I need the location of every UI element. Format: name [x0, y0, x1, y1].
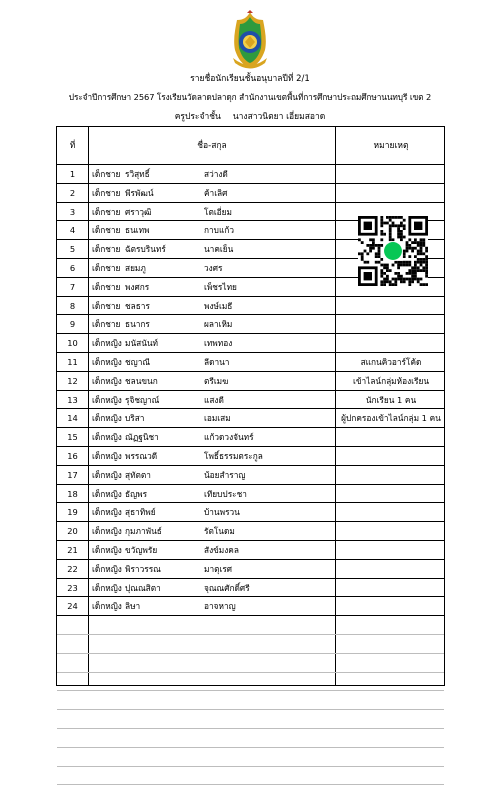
- row-number: 4: [69, 225, 76, 236]
- row-number: 3: [69, 206, 76, 217]
- student-title: เด็กชาย: [92, 300, 121, 311]
- student-last-name: รัตโนดม: [204, 526, 235, 537]
- row-number: 22: [67, 563, 78, 574]
- student-last-name: จุณณศักดิ์ศรี: [204, 582, 250, 593]
- student-last-name: โตเอี่ยม: [204, 206, 232, 217]
- row-number: 24: [67, 601, 78, 612]
- table-row: [57, 522, 444, 541]
- school-emblem-icon: [227, 10, 273, 70]
- student-title: เด็กหญิง: [92, 507, 122, 518]
- row-number: 1: [69, 169, 76, 179]
- row-note: [336, 485, 446, 503]
- row-number: 20: [67, 526, 78, 537]
- table-row: [57, 466, 444, 485]
- row-number: 7: [69, 281, 76, 292]
- row-note: [336, 579, 446, 597]
- student-first-name: ธนากร: [125, 319, 150, 330]
- student-last-name: เอมเสม: [204, 413, 231, 424]
- student-title: เด็กหญิง: [92, 357, 122, 367]
- student-last-name: แสงดี: [204, 394, 224, 405]
- student-last-name: วงศร: [204, 263, 223, 273]
- student-title: เด็กหญิง: [92, 545, 122, 555]
- blank-row: [57, 767, 444, 786]
- row-number: 9: [69, 319, 76, 330]
- student-last-name: เพ็ชรไทย: [204, 281, 237, 292]
- student-last-name: มาตุเรศ: [204, 563, 233, 574]
- student-title: เด็กชาย: [92, 319, 121, 330]
- table-row: [57, 353, 444, 372]
- student-last-name: พงษ์เมธี: [204, 300, 233, 311]
- student-title: เด็กชาย: [92, 281, 121, 292]
- student-last-name: นาคเย็น: [204, 244, 234, 255]
- student-title: เด็กชาย: [92, 206, 121, 217]
- student-last-name: ลีดานา: [204, 357, 230, 367]
- table-row: [57, 447, 444, 466]
- row-note: [336, 447, 446, 465]
- student-first-name: ธัญพร: [125, 488, 148, 499]
- student-first-name: บริสา: [125, 413, 145, 424]
- student-last-name: แก้วดวงจันทร์: [204, 432, 254, 443]
- table-row: [57, 560, 444, 579]
- teacher-line: [0, 109, 500, 123]
- row-number: 6: [69, 263, 76, 273]
- blank-row: [57, 748, 444, 767]
- row-number: 16: [67, 451, 78, 461]
- row-number: 21: [67, 545, 78, 555]
- student-first-name: ลิษา: [125, 601, 141, 612]
- row-number: 15: [67, 432, 78, 443]
- row-note: [336, 522, 446, 540]
- row-note: [336, 165, 446, 183]
- student-first-name: พีรพัฒน์: [125, 187, 154, 198]
- table-row: [57, 297, 444, 316]
- student-last-name: ตรีเมฆ: [204, 375, 229, 386]
- row-note: [336, 597, 446, 615]
- student-first-name: ชลธาร: [125, 300, 150, 311]
- student-first-name: มนัสนันท์: [125, 338, 159, 349]
- blank-row: [57, 729, 444, 748]
- teacher-label: ครูประจำชั้น: [174, 112, 221, 122]
- student-first-name: ธนเทพ: [125, 225, 150, 236]
- student-last-name: อาจหาญ: [204, 601, 236, 612]
- student-last-name: บ้านพรวน: [204, 507, 240, 518]
- blank-row: [57, 616, 444, 635]
- student-last-name: กาบแก้ว: [204, 225, 234, 236]
- column-header-no: ที่: [69, 141, 76, 151]
- student-first-name: สยมภู: [125, 263, 146, 273]
- row-number: 2: [69, 187, 76, 198]
- student-title: เด็กหญิง: [92, 375, 122, 386]
- teacher-name: นางสาวนิตยา เอี่ยมสอาด: [232, 112, 326, 122]
- page-title: รายชื่อนักเรียนชั้นอนุบาลปีที่ 2/1: [190, 74, 310, 84]
- student-title: เด็กหญิง: [92, 601, 122, 612]
- blank-row: [57, 635, 444, 654]
- student-first-name: ขวัญพรัย: [125, 545, 158, 555]
- row-number: 14: [67, 413, 78, 424]
- row-note: ผู้ปกครองเข้าไลน์กลุ่ม 1 คน: [341, 413, 441, 424]
- blank-row: [57, 673, 444, 692]
- table-row: [57, 485, 444, 504]
- table-row: [57, 597, 444, 616]
- row-note: [336, 466, 446, 484]
- blank-row: [57, 691, 444, 710]
- row-note: [336, 428, 446, 446]
- row-number: 17: [67, 469, 78, 480]
- student-title: เด็กชาย: [92, 169, 121, 179]
- table-header: [57, 127, 444, 165]
- row-number: 5: [69, 244, 76, 255]
- student-first-name: สุทัตตา: [125, 469, 151, 480]
- table-row: [57, 165, 444, 184]
- student-title: เด็กหญิง: [92, 488, 122, 499]
- row-note: [336, 297, 446, 315]
- row-number: 11: [67, 357, 78, 367]
- student-title: เด็กหญิง: [92, 526, 122, 537]
- table-row: [57, 315, 444, 334]
- table-row: [57, 503, 444, 522]
- student-last-name: สังข์มงคล: [204, 545, 239, 555]
- student-table: [56, 126, 445, 686]
- column-header-name: ชื่อ-สกุล: [197, 141, 227, 151]
- student-last-name: ค้าเลิศ: [204, 187, 228, 198]
- student-title: เด็กชาย: [92, 187, 121, 198]
- student-title: เด็กหญิง: [92, 469, 122, 480]
- table-row: [57, 579, 444, 598]
- student-first-name: รวิสุทธิ์: [125, 169, 150, 179]
- student-title: เด็กชาย: [92, 263, 121, 273]
- student-title: เด็กหญิง: [92, 582, 122, 593]
- row-number: 12: [67, 375, 78, 386]
- row-note: [336, 315, 446, 333]
- column-header-note: หมายเหตุ: [373, 141, 409, 151]
- row-note: [336, 334, 446, 352]
- table-row: [57, 541, 444, 560]
- student-first-name: ศราวุฒิ: [125, 206, 152, 217]
- table-row: [57, 372, 444, 391]
- table-row: [57, 428, 444, 447]
- row-note: [336, 560, 446, 578]
- table-row: [57, 409, 444, 428]
- table-row: [57, 184, 444, 203]
- row-note: [336, 184, 446, 202]
- student-last-name: โพธิ์ธรรมตระกูล: [204, 451, 263, 461]
- row-note: เข้าไลน์กลุ่มห้องเรียน: [352, 375, 429, 386]
- row-note: [336, 503, 446, 521]
- table-row: [57, 334, 444, 353]
- student-first-name: พงศกร: [125, 281, 150, 292]
- student-first-name: สุธาทิพย์: [125, 507, 156, 518]
- student-first-name: ฉัตรบรินทร์: [125, 244, 166, 255]
- student-first-name: รุจิชญาณ์: [125, 394, 160, 405]
- blank-row: [57, 785, 444, 804]
- student-last-name: สว่างดี: [204, 169, 228, 179]
- student-first-name: ชลนขนก: [125, 375, 158, 386]
- student-last-name: เทียบประชา: [204, 488, 247, 499]
- student-first-name: ปุณณสิตา: [125, 582, 161, 593]
- row-number: 19: [67, 507, 78, 518]
- student-title: เด็กหญิง: [92, 394, 122, 405]
- row-number: 13: [67, 394, 78, 405]
- page-subtitle: ประจำปีการศึกษา 2567 โรงเรียนวัดลาดปลาดุก สำนักงานเขตพื้นที่การศึกษาประถมศึกษานนทบุรี เขต 2: [68, 92, 432, 102]
- row-number: 18: [67, 488, 78, 499]
- student-title: เด็กชาย: [92, 244, 121, 255]
- row-note: [336, 541, 446, 559]
- row-number: 10: [67, 338, 78, 349]
- student-first-name: ณัฏฐนิชา: [125, 432, 159, 443]
- student-title: เด็กชาย: [92, 225, 121, 236]
- row-number: 8: [69, 300, 76, 311]
- student-title: เด็กหญิง: [92, 451, 122, 461]
- line-qr-code-icon: [358, 216, 428, 286]
- student-title: เด็กหญิง: [92, 432, 122, 443]
- student-last-name: น้อยสำราญ: [204, 469, 246, 480]
- student-first-name: พรรณวดี: [125, 451, 158, 461]
- student-title: เด็กหญิง: [92, 563, 122, 574]
- student-title: เด็กหญิง: [92, 413, 122, 424]
- student-last-name: ผลาเหิม: [204, 319, 233, 330]
- blank-row: [57, 710, 444, 729]
- row-number: 23: [67, 582, 78, 593]
- student-first-name: พิราวรรณ: [125, 563, 161, 574]
- table-row: [57, 391, 444, 410]
- student-last-name: เทพทอง: [204, 338, 233, 349]
- student-title: เด็กหญิง: [92, 338, 122, 349]
- student-first-name: กุมภาพันธ์: [125, 526, 162, 537]
- row-note: นักเรียน 1 คน: [365, 394, 417, 405]
- student-first-name: ชญาณี: [125, 357, 151, 367]
- blank-row: [57, 654, 444, 673]
- row-note: สแกนคิวอาร์โค้ด: [360, 357, 422, 367]
